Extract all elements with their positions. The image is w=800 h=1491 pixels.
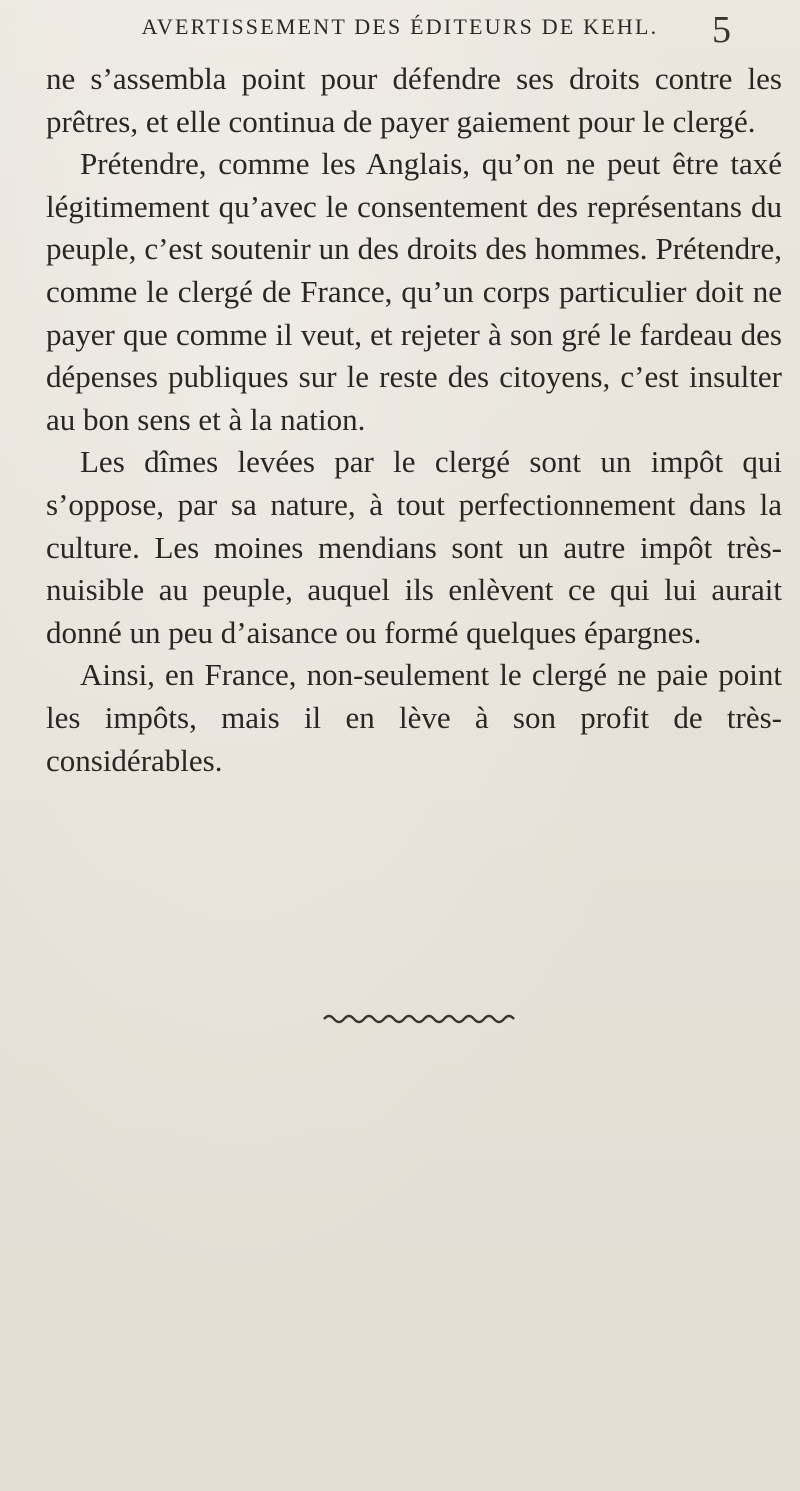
running-title: AVERTISSEMENT DES ÉDITEURS DE KEHL.: [141, 14, 659, 39]
ornament-wave: [324, 1016, 514, 1022]
body-text: [46, 58, 782, 782]
paragraph-dimes: Les dîmes levées par le clergé sont un impôt qui s’oppose, par sa nature, à tout perfectionnement dans la culture. Les moines mendians sont un autre impôt très-nuisible au peuple, auquel ils enlèvent ce qui lui aurait donné un peu d’aisance ou formé quelques épargnes.: [46, 444, 782, 650]
paragraph-ainsi: Ainsi, en France, non-seulement le clergé ne paie point les impôts, mais il en lève à son profit de très-considérables.: [46, 657, 782, 778]
paragraph-pretendre: Prétendre, comme les Anglais, qu’on ne peut être taxé légitimement qu’avec le consentement des représentans du peuple, c’est soutenir un des droits des hommes. Prétendre, comme le clergé de France, qu’un corps particulier doit ne payer que comme il veut, et rejeter à son gré le fardeau des dépenses publiques sur le reste des citoyens, c’est insulter au bon sens et à la nation.: [46, 146, 782, 437]
page-number: 5: [712, 9, 731, 51]
ornament-rule: [322, 1012, 522, 1026]
paragraph-continuation: ne s’assembla point pour défendre ses droits contre les prêtres, et elle continua de payer gaiement pour le clergé.: [46, 61, 782, 139]
